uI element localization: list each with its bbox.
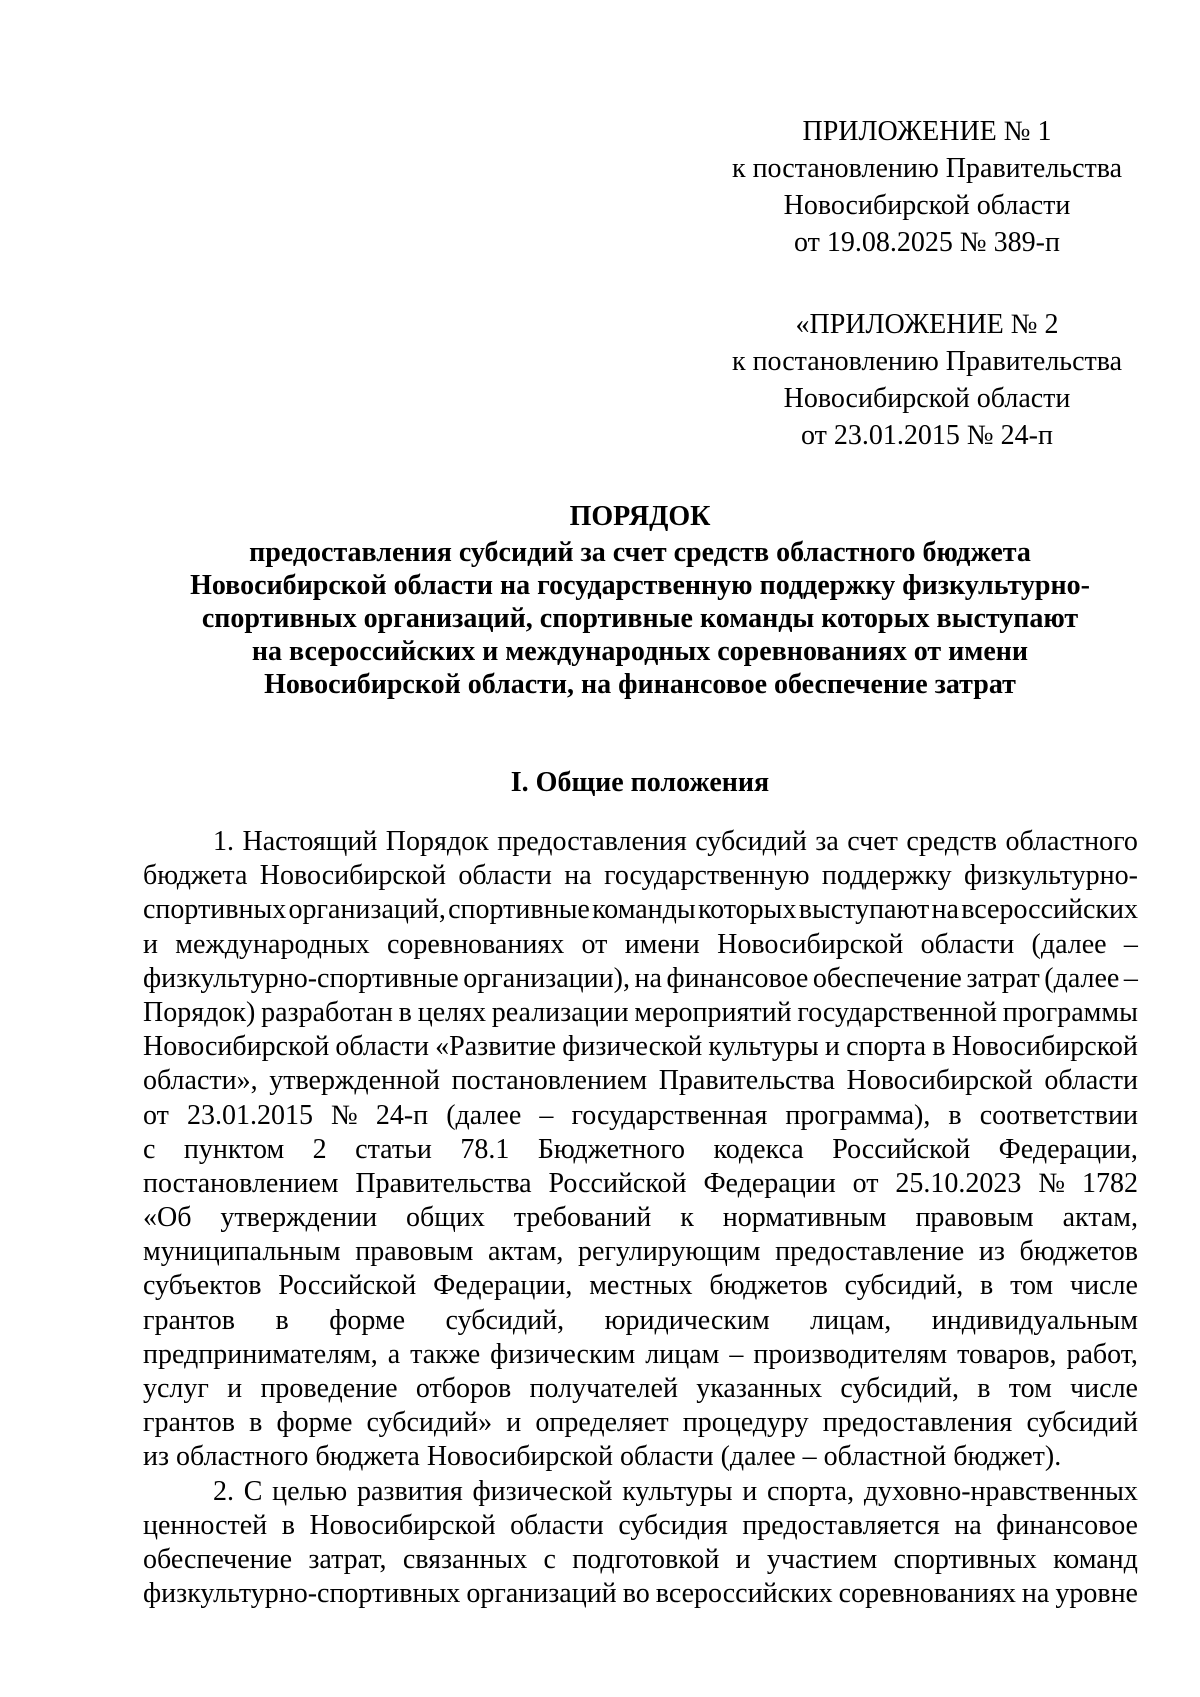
paragraph-word: Новосибирской xyxy=(951,1031,1138,1063)
paragraph-word: соревнованиях xyxy=(387,928,565,960)
paragraph-line xyxy=(143,1543,1138,1577)
paragraph-line xyxy=(143,1475,1138,1509)
paragraph-word: субсидий xyxy=(1026,1407,1138,1439)
paragraph-word: Федерации xyxy=(703,1167,836,1199)
paragraph-word: субсидий, xyxy=(445,1304,565,1336)
paragraph-word: на xyxy=(564,860,592,892)
title-line: на всероссийских и международных соревнованиях от имени xyxy=(251,636,1029,667)
paragraph-line xyxy=(143,1509,1138,1543)
paragraph-word: организаций xyxy=(466,1578,617,1610)
paragraph-word: товаров, xyxy=(957,1338,1057,1370)
paragraph-word: (далее xyxy=(446,1099,522,1131)
paragraph-word: средств xyxy=(906,826,998,857)
paragraph-word: от xyxy=(581,928,608,960)
paragraph-word: указанных xyxy=(696,1373,823,1404)
paragraph-word: команд xyxy=(1053,1543,1138,1575)
paragraph-word: областного xyxy=(1005,826,1138,857)
paragraph-word: международных xyxy=(175,928,370,960)
paragraph-word: утвержденной xyxy=(269,1065,440,1097)
paragraph-word: обеспечение xyxy=(812,962,962,994)
paragraph-word: правовым xyxy=(915,1202,1034,1234)
paragraph-word: утверждении xyxy=(220,1202,378,1234)
paragraph-word: в xyxy=(980,1270,994,1302)
paragraph-line xyxy=(143,859,1138,893)
paragraph-word: лицам, xyxy=(810,1304,892,1336)
paragraph-word: Новосибирской xyxy=(846,1065,1033,1097)
appendix-2-block xyxy=(717,306,1137,454)
paragraph-line xyxy=(143,1372,1138,1406)
paragraph-word: получателей xyxy=(529,1373,678,1404)
appendix-1-line: от 19.08.2025 № 389-п xyxy=(794,227,1060,258)
paragraph-word: организации), xyxy=(463,962,630,994)
paragraph-word: организаций, xyxy=(288,894,446,926)
paragraph-word: том xyxy=(1010,1270,1054,1302)
paragraph-word: области», xyxy=(143,1065,258,1097)
paragraph-word: Правительства xyxy=(658,1065,835,1097)
paragraph-word: Новосибирской xyxy=(717,928,904,960)
appendix-1-line: Новосибирской области xyxy=(783,190,1071,221)
paragraph-word: в xyxy=(948,1099,962,1131)
paragraph-word: программы xyxy=(1002,996,1138,1028)
appendix-1-line: к постановлению Правительства xyxy=(731,153,1123,184)
paragraph-line xyxy=(143,1304,1138,1338)
paragraph-word: определяет xyxy=(535,1407,669,1439)
paragraph-word: реализации xyxy=(491,996,629,1028)
paragraph-word: лицам xyxy=(645,1338,720,1370)
paragraph-word: 2 xyxy=(312,1133,327,1165)
paragraph-word: Федерации, xyxy=(433,1270,573,1302)
paragraph-word: выступают xyxy=(798,894,930,926)
paragraph-word: к xyxy=(680,1202,694,1234)
document-title xyxy=(140,500,1140,701)
section-body xyxy=(143,825,1138,1611)
paragraph-word: предпринимателям, xyxy=(143,1338,378,1370)
paragraph-word: затрат xyxy=(966,962,1040,994)
paragraph-word: с xyxy=(143,1133,156,1165)
paragraph-word: Российской xyxy=(278,1270,417,1302)
paragraph-line xyxy=(143,1201,1138,1235)
title-line: Новосибирской области на государственную поддержку физкультурно- xyxy=(190,570,1090,601)
paragraph-word: 78.1 xyxy=(460,1133,510,1165)
paragraph-word: кодекса xyxy=(713,1133,804,1165)
paragraph-word: субсидий xyxy=(695,826,807,857)
paragraph-word: ценностей xyxy=(143,1509,268,1541)
paragraph-line xyxy=(143,1064,1138,1098)
paragraph-line xyxy=(143,893,1138,927)
paragraph-word: в xyxy=(977,1373,991,1404)
appendix-2-line: от 23.01.2015 № 24-п xyxy=(801,420,1053,451)
paragraph-word: области xyxy=(458,860,552,892)
paragraph-word: муниципальным xyxy=(143,1236,341,1268)
paragraph-word: 23.01.2015 xyxy=(186,1099,313,1131)
paragraph-word: 25.10.2023 xyxy=(895,1167,1022,1199)
paragraph-word: соответствии xyxy=(979,1099,1138,1131)
paragraph-word: местных xyxy=(589,1270,693,1302)
paragraph-word: области xyxy=(1044,1065,1138,1097)
paragraph-word: физкультурно- xyxy=(963,860,1138,892)
paragraph-word: поддержку xyxy=(821,860,952,892)
paragraph-word: также xyxy=(410,1338,481,1370)
paragraph-word: затрат, xyxy=(308,1543,387,1575)
paragraph-line xyxy=(143,996,1138,1030)
paragraph-word: Новосибирской xyxy=(143,1031,330,1063)
paragraph-word: субсидия xyxy=(618,1509,728,1541)
paragraph-word: на xyxy=(634,962,662,994)
paragraph-word: предоставление xyxy=(775,1236,965,1268)
paragraph-word: числе xyxy=(1070,1373,1138,1404)
paragraph-word: общих xyxy=(406,1202,485,1234)
paragraph-line xyxy=(143,1167,1138,1201)
paragraph-word: развития xyxy=(356,1475,463,1507)
paragraph-word: в xyxy=(249,1407,263,1439)
paragraph-word: и xyxy=(742,1475,758,1507)
paragraph-word: субсидий, xyxy=(844,1270,964,1302)
paragraph-word: Новосибирской xyxy=(309,1509,496,1541)
paragraph-word: том xyxy=(1008,1373,1052,1404)
paragraph-word: 24-п xyxy=(375,1099,429,1131)
paragraph-word: духовно-нравственных xyxy=(863,1475,1138,1507)
paragraph-word: проведение xyxy=(260,1373,398,1404)
title-line: Новосибирской области, на финансовое обеспечение затрат xyxy=(264,669,1016,700)
paragraph-word: всероссийских xyxy=(961,894,1138,926)
paragraph-word: на xyxy=(1021,1578,1050,1610)
paragraph-word: услуг xyxy=(143,1373,209,1404)
appendix-2-line: «ПРИЛОЖЕНИЕ № 2 xyxy=(795,309,1059,340)
paragraph-word: на xyxy=(954,1509,982,1541)
paragraph-word: правовым xyxy=(355,1236,474,1268)
paragraph-word: бюджетов xyxy=(709,1270,828,1302)
paragraph-line xyxy=(143,1030,1138,1064)
paragraph-word: индивидуальным xyxy=(931,1304,1138,1336)
paragraph-word: области xyxy=(335,1031,429,1063)
paragraph-word: спортивные xyxy=(448,894,590,926)
paragraph-word: Правительства xyxy=(355,1167,532,1199)
paragraph-word: работ, xyxy=(1066,1338,1138,1370)
paragraph-word: спорта xyxy=(846,1031,927,1063)
title-line: предоставления субсидий за счет средств областного бюджета xyxy=(249,537,1031,568)
paragraph-line xyxy=(143,1338,1138,1372)
paragraph-word: Федерации, xyxy=(998,1133,1138,1165)
title-line: спортивных организаций, спортивные команды которых выступают xyxy=(201,603,1079,634)
paragraph-word: Настоящий xyxy=(242,826,378,857)
paragraph-word: связанных xyxy=(402,1543,528,1575)
paragraph-word: во xyxy=(622,1578,650,1610)
paragraph-word: предоставляется xyxy=(742,1509,940,1541)
section-heading: I. Общие положения xyxy=(510,767,770,798)
paragraph-word: «Об xyxy=(143,1202,192,1234)
paragraph-word: предоставления xyxy=(822,1407,1013,1439)
paragraph-word: (далее xyxy=(1044,962,1120,994)
paragraph-word: С xyxy=(243,1475,263,1507)
paragraph-word: участием xyxy=(766,1543,878,1575)
paragraph-word: соревнованиях xyxy=(838,1578,1016,1610)
paragraph-word: Новосибирской xyxy=(259,860,446,892)
paragraph-word: целью xyxy=(272,1475,348,1507)
appendix-2-line: к постановлению Правительства xyxy=(731,346,1123,377)
paragraph-word: в xyxy=(281,1509,295,1541)
paragraph-word: разработан xyxy=(261,996,393,1028)
paragraph-word: актам, xyxy=(488,1236,564,1268)
paragraph-word: форме xyxy=(276,1407,353,1439)
paragraph-word: Российской xyxy=(832,1133,971,1165)
paragraph-word: 2. xyxy=(213,1475,234,1507)
paragraph-word: требований xyxy=(513,1202,652,1234)
paragraph-word: числе xyxy=(1069,1270,1138,1302)
paragraph-word: пунктом xyxy=(183,1133,285,1165)
paragraph-word: в xyxy=(275,1304,289,1336)
paragraph-line xyxy=(143,1577,1138,1611)
paragraph-word: с xyxy=(543,1543,556,1575)
paragraph-word: всероссийских xyxy=(655,1578,833,1610)
paragraph-word: имени xyxy=(624,928,700,960)
paragraph-line xyxy=(143,825,1138,859)
paragraph xyxy=(143,825,1138,1475)
paragraph-word: бюджетов xyxy=(1019,1236,1138,1268)
paragraph-word: – xyxy=(1123,928,1138,960)
appendix-2-line: Новосибирской области xyxy=(783,383,1071,414)
paragraph-word: в xyxy=(398,996,412,1028)
paragraph-word: статьи xyxy=(355,1133,432,1165)
paragraph-word: от xyxy=(143,1099,169,1131)
paragraph-word: № xyxy=(1038,1167,1066,1199)
paragraph-word: – xyxy=(1123,962,1138,994)
paragraph-word: государственная xyxy=(571,1099,768,1131)
paragraph-word: – xyxy=(729,1338,744,1370)
paragraph-line xyxy=(143,1235,1138,1269)
paragraph-word: подготовкой xyxy=(572,1543,720,1575)
paragraph-word: финансовое xyxy=(996,1509,1138,1541)
paragraph-word: физической xyxy=(562,1031,703,1063)
paragraph-word: субсидий, xyxy=(840,1373,959,1404)
paragraph-word: Порядок xyxy=(385,826,489,857)
paragraph-line xyxy=(143,1099,1138,1133)
paragraph-word: грантов xyxy=(143,1407,235,1439)
paragraph-line xyxy=(143,1440,1138,1474)
paragraph-word: а xyxy=(387,1338,401,1370)
paragraph-word: в xyxy=(932,1031,946,1063)
paragraph-word: мероприятий xyxy=(634,996,792,1028)
paragraph-word: от xyxy=(852,1167,879,1199)
title-heading: ПОРЯДОК xyxy=(569,501,711,532)
paragraph-word: физической xyxy=(472,1475,613,1507)
paragraph-word: и xyxy=(227,1373,243,1404)
paragraph-word: субсидий» xyxy=(366,1407,493,1439)
paragraph-word: на xyxy=(931,894,959,926)
paragraph-word: целях xyxy=(417,996,486,1028)
paragraph-word: культуры xyxy=(708,1031,819,1063)
paragraph-word: и xyxy=(824,1031,840,1063)
appendix-1-block xyxy=(717,113,1137,261)
paragraph-word: регулирующим xyxy=(578,1236,761,1268)
paragraph-word: за xyxy=(815,826,839,857)
paragraph-word: постановлением xyxy=(143,1167,339,1199)
paragraph-word: № xyxy=(331,1099,358,1131)
paragraph-word: спортивных xyxy=(143,894,287,926)
paragraph-word: финансовое xyxy=(666,962,809,994)
paragraph-line xyxy=(143,928,1138,962)
paragraph-word: актам, xyxy=(1062,1202,1138,1234)
paragraph-word: нормативным xyxy=(722,1202,887,1234)
paragraph-word: – xyxy=(539,1099,554,1131)
paragraph-word: и xyxy=(143,928,158,960)
paragraph xyxy=(143,1475,1138,1612)
paragraph-word: «Развитие xyxy=(435,1031,557,1063)
paragraph-word: программа), xyxy=(785,1099,931,1131)
paragraph-word: (далее xyxy=(1031,928,1107,960)
paragraph-line xyxy=(143,1406,1138,1440)
paragraph-word: постановлением xyxy=(451,1065,648,1097)
paragraph-word: физкультурно-спортивных xyxy=(143,1578,461,1610)
paragraph-word: производителям xyxy=(753,1338,948,1370)
paragraph-word: физкультурно-спортивные xyxy=(143,962,459,994)
paragraph-word: грантов xyxy=(143,1304,235,1336)
paragraph-word: области xyxy=(510,1509,604,1541)
paragraph-word: и xyxy=(735,1543,751,1575)
paragraph-text: из областного бюджета Новосибирской области (далее – областной бюджет). xyxy=(143,1441,1062,1473)
paragraph-word: государственной xyxy=(797,996,997,1028)
paragraph-word: команды xyxy=(592,894,696,926)
paragraph-word: юридическим xyxy=(604,1304,770,1336)
paragraph-word: бюджета xyxy=(143,860,248,892)
paragraph-word: Российской xyxy=(548,1167,687,1199)
paragraph-word: отборов xyxy=(415,1373,512,1404)
paragraph-word: государственную xyxy=(604,860,810,892)
paragraph-word: культуры xyxy=(622,1475,733,1507)
paragraph-word: Порядок) xyxy=(143,996,256,1028)
paragraph-word: спортивных xyxy=(893,1543,1037,1575)
paragraph-word: 1782 xyxy=(1081,1167,1138,1199)
paragraph-line xyxy=(143,1133,1138,1167)
paragraph-word: спорта, xyxy=(767,1475,855,1507)
paragraph-word: Бюджетного xyxy=(537,1133,686,1165)
paragraph-word: области xyxy=(920,928,1015,960)
paragraph-word: и xyxy=(506,1407,522,1439)
paragraph-word: процедуру xyxy=(682,1407,809,1439)
paragraph-word: физическим xyxy=(490,1338,636,1370)
paragraph-word: которых xyxy=(697,894,797,926)
paragraph-word: предоставления xyxy=(497,826,687,857)
paragraph-word: из xyxy=(978,1236,1005,1268)
paragraph-line xyxy=(143,962,1138,996)
paragraph-word: 1. xyxy=(213,826,234,857)
appendix-1-line: ПРИЛОЖЕНИЕ № 1 xyxy=(802,116,1052,147)
paragraph-word: уровне xyxy=(1055,1578,1138,1610)
paragraph-word: субъектов xyxy=(143,1270,262,1302)
paragraph-word: обеспечение xyxy=(143,1543,293,1575)
paragraph-word: форме xyxy=(329,1304,406,1336)
paragraph-line xyxy=(143,1269,1138,1303)
paragraph-word: счет xyxy=(847,826,898,857)
